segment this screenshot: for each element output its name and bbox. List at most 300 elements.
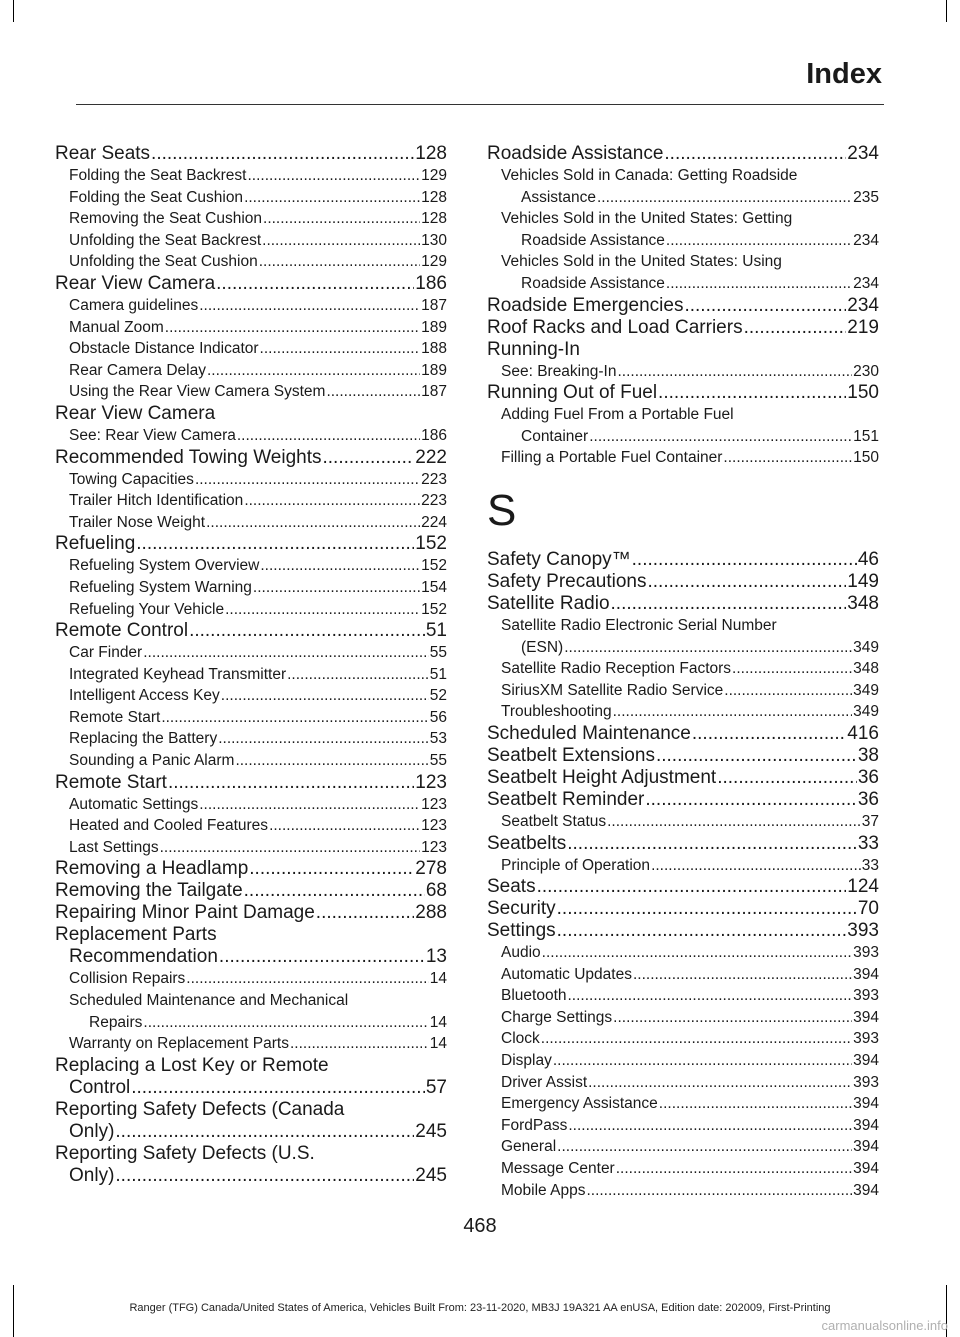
page-reference: 53 [429,730,447,748]
entry-title: (ESN) [521,638,564,656]
dot-leader [589,426,852,448]
page-reference: 33 [857,832,879,854]
entry-title: Folding the Seat Cushion [69,188,244,206]
page-reference: 222 [415,446,447,468]
index-subentry [55,381,447,403]
index-entry [55,1099,447,1143]
entry-title: Scheduled Maintenance [487,722,691,744]
entry-title: Running-In [487,338,580,360]
index-subentry [487,1158,879,1180]
page-reference: 234 [853,274,879,292]
page-reference: 394 [853,1008,879,1026]
entry-title: Rear View Camera [55,272,216,294]
index-subentry [487,1093,879,1115]
entry-title: Car Finder [69,644,143,662]
dot-leader [199,794,420,816]
page-reference: 393 [853,1030,879,1048]
index-entry [55,924,447,968]
dot-leader [666,273,852,295]
index-subentry [487,1180,879,1202]
index-subentry [487,855,879,877]
page-reference: 394 [853,1052,879,1070]
index-subentry [487,701,879,723]
index-entry [55,1055,447,1099]
entry-title: Removing the Seat Cushion [69,210,263,228]
page-reference: 394 [853,1095,879,1113]
entry-title: Camera guidelines [69,296,199,314]
entry-title: Sounding a Panic Alarm [69,752,235,770]
dot-leader [537,876,847,898]
entry-title: Seatbelt Reminder [487,788,645,810]
page-reference: 68 [425,880,447,902]
page-reference: 187 [421,296,447,314]
page-reference: 123 [421,795,447,813]
entry-title: Remote Control [55,620,189,642]
index-entry [487,549,879,571]
dot-leader [724,680,852,702]
page-reference: 234 [847,294,879,316]
page-reference: 128 [415,143,447,164]
index-subentry [55,1033,447,1055]
entry-title: Recommended Towing Weights [55,446,322,468]
index-subentry [55,968,447,990]
dot-leader [613,701,853,723]
index-entry [55,902,447,924]
page-reference: 349 [853,638,879,656]
entry-title: Unfolding the Seat Cushion [69,253,258,271]
page-reference: 393 [853,1073,879,1091]
page-reference: 188 [421,340,447,358]
page-reference: 393 [847,920,879,942]
dot-leader [564,637,852,659]
index-subentry [487,811,879,833]
index-subentry [487,404,879,447]
dot-leader [744,317,847,339]
dot-leader [244,880,425,902]
entry-title: Roof Racks and Load Carriers [487,316,743,338]
index-subentry [55,165,447,187]
dot-leader [186,968,428,990]
page-reference: 349 [853,703,879,721]
entry-title: Trailer Nose Weight [69,513,206,531]
page-reference: 123 [415,771,447,793]
page-reference: 36 [857,788,879,810]
index-subentry [487,165,879,208]
index-entry [55,143,447,165]
entry-title: Bluetooth [501,987,567,1005]
dot-leader [541,1028,852,1050]
dot-leader [290,1033,429,1055]
page-reference: 13 [425,946,447,968]
dot-leader [287,664,429,686]
entry-title: Refueling System Warning [69,578,252,596]
entry-title: SiriusXM Satellite Radio Service [501,681,724,699]
entry-title: Safety Precautions [487,570,647,592]
index-entry [55,772,447,794]
dot-leader [143,642,429,664]
index-entry [487,745,879,767]
entry-title: Assistance [521,188,596,206]
dot-leader [588,1072,852,1094]
index-entry [487,382,879,404]
entry-title-line: Reporting Safety Defects (Canada [55,1098,345,1120]
entry-title: Seatbelt Height Adjustment [487,766,717,788]
dot-leader [244,187,420,209]
dot-leader [249,858,414,880]
page-reference: 223 [421,470,447,488]
dot-leader [568,1115,852,1137]
index-subentry [487,1136,879,1158]
title-divider [76,104,884,105]
page-reference: 245 [415,1164,447,1186]
dot-leader [647,571,846,593]
entry-title: Container [521,427,589,445]
entry-title-line: Vehicles Sold in the United States: Getting [501,210,793,228]
index-subentry [487,615,879,658]
page-reference: 224 [421,513,447,531]
dot-leader [645,789,856,811]
entry-title: Filling a Portable Fuel Container [501,449,723,467]
index-entry [487,833,879,855]
page-reference: 152 [421,600,447,618]
dot-leader [658,382,846,404]
page-reference: 150 [853,449,879,467]
dot-leader [221,685,429,707]
entry-title-line: Vehicles Sold in the United States: Using [501,253,782,271]
page-reference: 189 [421,361,447,379]
index-entry [55,1143,447,1187]
index-entry [487,317,879,339]
entry-title: Troubleshooting [501,703,612,721]
entry-title: Mobile Apps [501,1181,586,1199]
dot-leader [684,295,846,317]
page-reference: 234 [853,231,879,249]
page-reference: 129 [421,253,447,271]
index-subentry [55,685,447,707]
dot-leader [260,338,421,360]
page-title: Index [806,58,882,90]
page-reference: 154 [421,578,447,596]
entry-title-line: Replacing a Lost Key or Remote [55,1054,329,1076]
entry-title: Collision Repairs [69,970,186,988]
entry-title: Unfolding the Seat Backrest [69,231,262,249]
entry-title: Rear Camera Delay [69,361,206,379]
entry-title-line: Reporting Safety Defects (U.S. [55,1142,315,1164]
page-reference: 38 [857,744,879,766]
page-reference: 394 [853,1160,879,1178]
dot-leader [323,447,415,469]
index-subentry [55,295,447,317]
dot-leader [617,361,852,383]
dot-leader [260,555,420,577]
page-reference: 288 [415,902,447,924]
page-reference: 394 [853,965,879,983]
entry-title: Refueling Your Vehicle [69,600,225,618]
entry-title: Warranty on Replacement Parts [69,1035,289,1053]
dot-leader [692,723,846,745]
dot-leader [195,469,420,491]
entry-title: Principle of Operation [501,856,651,874]
dot-leader [165,317,420,339]
page-number: 468 [463,1215,497,1237]
entry-title: Settings [487,920,556,942]
entry-title: Manual Zoom [69,318,164,336]
page-reference: 55 [429,644,447,662]
entry-title: Roadside Assistance [487,143,664,164]
entry-title: Safety Canopy™ [487,548,631,570]
index-subentry [55,490,447,512]
dot-leader [207,360,420,382]
dot-leader [218,728,429,750]
entry-title: Seatbelt Status [501,812,607,830]
index-subentry [55,230,447,252]
dot-leader [326,381,420,403]
page-reference: 51 [425,620,447,642]
page-reference: 186 [415,272,447,294]
entry-title: General [501,1138,557,1156]
page-reference: 186 [421,426,447,444]
dot-leader [597,187,852,209]
dot-leader [664,143,846,165]
index-subentry [55,837,447,859]
page-reference: 235 [853,188,879,206]
index-entry [55,533,447,555]
dot-leader [316,902,415,924]
index-subentry [55,750,447,772]
dot-leader [633,964,852,986]
dot-leader [115,1165,414,1187]
page-reference: 152 [421,557,447,575]
index-subentry [487,208,879,251]
entry-title: Rear View Camera [55,402,216,424]
entry-title: Driver Assist [501,1073,588,1091]
index-subentry [55,469,447,491]
dot-leader [632,549,857,571]
dot-leader [607,811,861,833]
page-reference: 52 [429,687,447,705]
dot-leader [611,593,847,615]
entry-title: Last Settings [69,838,159,856]
entry-title: Rear Seats [55,143,151,164]
entry-title: Removing the Tailgate [55,880,243,902]
index-entry [55,880,447,902]
index-entry [487,767,879,789]
index-subentry [55,599,447,621]
page-reference: 46 [857,548,879,570]
dot-leader [131,1077,425,1099]
index-subentry [487,1050,879,1072]
entry-title: Clock [501,1030,540,1048]
entry-title: Emergency Assistance [501,1095,658,1113]
page-reference: 245 [415,1120,447,1142]
dot-leader [616,1158,852,1180]
dot-leader [263,208,420,230]
entry-title: Control [69,1076,131,1098]
index-subentry [55,794,447,816]
index-entry [487,295,879,317]
entry-title-line: Vehicles Sold in Canada: Getting Roadside [501,167,798,184]
dot-leader [557,898,857,920]
page-reference: 14 [429,970,447,988]
entry-title: Automatic Updates [501,965,632,983]
page-reference: 37 [861,812,879,830]
entry-title: Only) [69,1164,115,1186]
entry-title: See: Breaking-In [501,362,617,380]
crop-mark-top-right [946,0,947,22]
page-reference: 394 [853,1116,879,1134]
index-entry [55,620,447,642]
entry-title: Audio [501,944,541,962]
index-column-right [487,143,879,1201]
dot-leader [168,772,414,794]
entry-title: Seats [487,876,536,898]
dot-leader [651,855,861,877]
index-subentry [487,1028,879,1050]
entry-title: Replacing the Battery [69,730,218,748]
entry-title: Display [501,1052,552,1070]
page-reference: 124 [847,876,879,898]
dot-leader [542,942,852,964]
entry-title: Only) [69,1120,115,1142]
index-entry [487,789,879,811]
index-entry [487,571,879,593]
dot-leader [259,251,420,273]
dot-leader [237,425,420,447]
page-reference: 123 [421,838,447,856]
page-reference: 123 [421,817,447,835]
page-reference: 57 [425,1076,447,1098]
entry-title: Roadside Assistance [521,231,665,249]
index-subentry [55,664,447,686]
page-reference: 189 [421,318,447,336]
dot-leader [143,1012,428,1034]
index-entry [55,403,447,425]
entry-title-line: Adding Fuel From a Portable Fuel [501,406,734,424]
entry-title: Obstacle Distance Indicator [69,340,259,358]
dot-leader [613,1007,852,1029]
dot-leader [557,1136,852,1158]
dot-leader [262,230,420,252]
index-entry [55,447,447,469]
entry-title-line: Scheduled Maintenance and Mechanical [69,992,349,1010]
dot-leader [568,985,853,1007]
index-entry [55,858,447,880]
dot-leader [160,837,421,859]
index-subentry [55,728,447,750]
entry-title-line: Satellite Radio Electronic Serial Number [501,616,777,634]
entry-title: FordPass [501,1116,568,1134]
index-subentry [487,942,879,964]
entry-title: Roadside Assistance [521,274,665,292]
page-reference: 33 [861,856,879,874]
dot-leader [732,658,852,680]
index-subentry [55,990,447,1033]
entry-title: Seatbelt Extensions [487,744,655,766]
dot-leader [151,143,414,165]
entry-title: Recommendation [69,946,218,968]
index-subentry [487,985,879,1007]
entry-title: Folding the Seat Backrest [69,167,247,184]
index-column-left [55,143,447,1187]
page-reference: 223 [421,492,447,510]
index-subentry [55,425,447,447]
page-reference: 14 [429,1013,447,1031]
dot-leader [586,1180,852,1202]
index-subentry [487,658,879,680]
page-reference: 278 [415,858,447,880]
dot-leader [248,165,421,187]
section-letter: S [487,485,517,535]
dot-leader [717,767,857,789]
dot-leader [235,750,428,772]
page-reference: 394 [853,1181,879,1199]
index-subentry [55,577,447,599]
index-subentry [487,361,879,383]
index-subentry [487,1072,879,1094]
page-reference: 416 [847,722,879,744]
index-subentry [487,251,879,294]
index-subentry [55,815,447,837]
page-reference: 128 [421,210,447,228]
entry-title: Refueling System Overview [69,557,260,575]
dot-leader [244,490,420,512]
index-subentry [55,251,447,273]
entry-title: Satellite Radio [487,592,610,614]
page-reference: 393 [853,944,879,962]
entry-title: Refueling [55,533,136,555]
page-reference: 36 [857,766,879,788]
dot-leader [269,815,420,837]
index-subentry [55,555,447,577]
page-reference: 70 [857,898,879,920]
index-entry [487,898,879,920]
entry-title: Charge Settings [501,1008,613,1026]
page-reference: 152 [415,533,447,555]
dot-leader [189,620,425,642]
index-subentry [55,187,447,209]
page-reference: 230 [853,362,879,380]
crop-mark-top-left [13,0,14,22]
page-reference: 150 [847,382,879,404]
index-subentry [55,642,447,664]
entry-title: Repairing Minor Paint Damage [55,902,315,924]
page-reference: 56 [429,708,447,726]
index-entry [487,920,879,942]
page-reference: 51 [429,665,447,683]
watermark: carmanualsonline.info [821,1318,948,1333]
index-entry [487,593,879,615]
page-reference: 130 [421,231,447,249]
entry-title: Trailer Hitch Identification [69,492,244,510]
dot-leader [216,273,414,295]
dot-leader [253,577,420,599]
index-subentry [55,360,447,382]
entry-title: Towing Capacities [69,470,194,488]
entry-title-line: Replacement Parts [55,924,217,946]
entry-title: Remote Start [69,708,161,726]
entry-title: Running Out of Fuel [487,382,658,404]
index-entry [487,339,879,361]
page-reference: 151 [853,427,879,445]
dot-leader [553,1050,852,1072]
entry-title: Using the Rear View Camera System [69,383,326,401]
index-subentry [55,208,447,230]
dot-leader [115,1121,414,1143]
dot-leader [567,833,857,855]
page-reference: 14 [429,1035,447,1053]
dot-leader [136,533,414,555]
entry-title: Roadside Emergencies [487,294,684,316]
